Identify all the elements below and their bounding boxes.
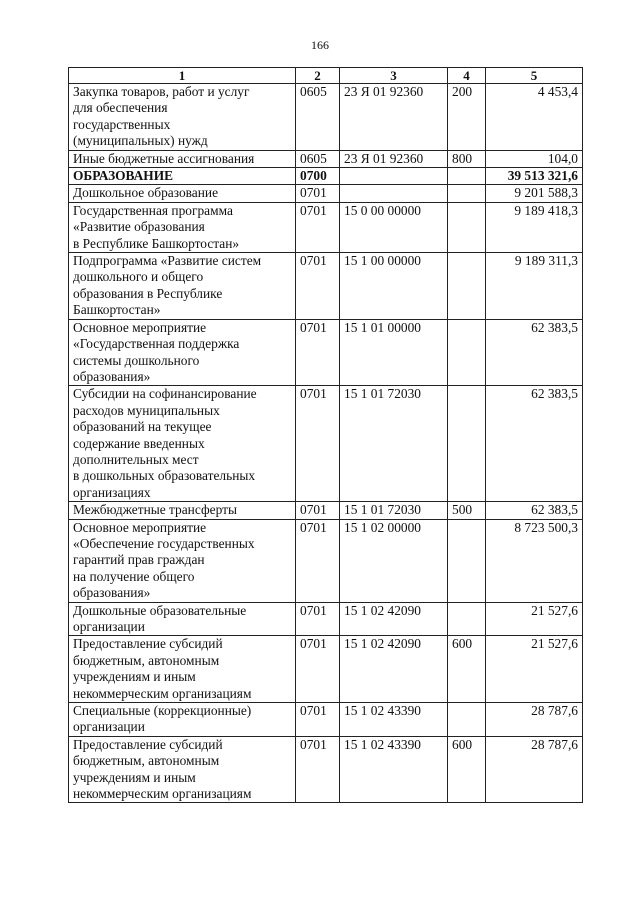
row-name: Основное мероприятие «Обеспечение государственных гарантий прав граждан на получение общего образования» — [69, 519, 296, 602]
row-section-code: 0701 — [296, 636, 340, 703]
row-target-code: 23 Я 01 92360 — [340, 150, 448, 167]
row-name: Закупка товаров, работ и услуг для обеспечения государственных (муниципальных) нужд — [69, 84, 296, 151]
row-section-code: 0701 — [296, 502, 340, 519]
row-amount: 21 527,6 — [486, 602, 583, 636]
row-expense-type — [448, 168, 486, 185]
row-target-code: 15 1 02 43390 — [340, 703, 448, 737]
table-row — [69, 386, 583, 502]
row-expense-type — [448, 703, 486, 737]
page-number: 166 — [311, 38, 329, 52]
table-row — [69, 736, 583, 803]
row-section-code: 0700 — [296, 168, 340, 185]
row-amount: 8 723 500,3 — [486, 519, 583, 602]
table-row — [69, 84, 583, 151]
row-target-code: 15 1 02 42090 — [340, 602, 448, 636]
row-name: Предоставление субсидий бюджетным, автономным учреждениям и иным некоммерческим организациям — [69, 636, 296, 703]
row-section-code: 0605 — [296, 84, 340, 151]
row-target-code: 15 1 01 72030 — [340, 386, 448, 502]
table-body — [69, 84, 583, 803]
row-expense-type: 200 — [448, 84, 486, 151]
table-row — [69, 602, 583, 636]
table-row — [69, 502, 583, 519]
table-row — [69, 253, 583, 320]
row-name: Субсидии на софинансирование расходов муниципальных образований на текущее содержание введенных дополнительных мест в дошкольных образовательных организациях — [69, 386, 296, 502]
row-target-code: 15 1 01 72030 — [340, 502, 448, 519]
row-section-code: 0701 — [296, 736, 340, 803]
row-expense-type — [448, 253, 486, 320]
row-amount: 62 383,5 — [486, 502, 583, 519]
row-name: Дошкольные образовательные организации — [69, 602, 296, 636]
row-name: Основное мероприятие «Государственная поддержка системы дошкольного образования» — [69, 319, 296, 386]
row-name: Дошкольное образование — [69, 185, 296, 202]
row-section-code: 0701 — [296, 519, 340, 602]
row-amount: 28 787,6 — [486, 736, 583, 803]
header-col-5: 5 — [486, 68, 583, 84]
table-row — [69, 319, 583, 386]
row-expense-type: 800 — [448, 150, 486, 167]
row-name: ОБРАЗОВАНИЕ — [69, 168, 296, 185]
row-expense-type — [448, 185, 486, 202]
row-amount: 9 189 418,3 — [486, 202, 583, 252]
row-target-code — [340, 185, 448, 202]
header-col-2: 2 — [296, 68, 340, 84]
row-target-code: 15 1 01 00000 — [340, 319, 448, 386]
row-expense-type — [448, 319, 486, 386]
header-row — [69, 68, 583, 84]
table-row — [69, 168, 583, 185]
row-name: Подпрограмма «Развитие систем дошкольного и общего образования в Республике Башкортостан» — [69, 253, 296, 320]
row-target-code: 23 Я 01 92360 — [340, 84, 448, 151]
table-row — [69, 519, 583, 602]
row-name: Предоставление субсидий бюджетным, автономным учреждениям и иным некоммерческим организациям — [69, 736, 296, 803]
row-amount: 104,0 — [486, 150, 583, 167]
row-amount: 62 383,5 — [486, 386, 583, 502]
row-target-code: 15 0 00 00000 — [340, 202, 448, 252]
row-amount: 9 201 588,3 — [486, 185, 583, 202]
row-section-code: 0701 — [296, 253, 340, 320]
row-target-code: 15 1 00 00000 — [340, 253, 448, 320]
row-section-code: 0701 — [296, 703, 340, 737]
budget-table — [68, 67, 583, 803]
row-target-code — [340, 168, 448, 185]
row-expense-type — [448, 386, 486, 502]
row-expense-type — [448, 519, 486, 602]
row-section-code: 0701 — [296, 319, 340, 386]
row-name: Специальные (коррекционные) организации — [69, 703, 296, 737]
row-amount: 9 189 311,3 — [486, 253, 583, 320]
row-section-code: 0605 — [296, 150, 340, 167]
row-amount: 28 787,6 — [486, 703, 583, 737]
row-section-code: 0701 — [296, 202, 340, 252]
row-target-code: 15 1 02 42090 — [340, 636, 448, 703]
header-col-3: 3 — [340, 68, 448, 84]
row-expense-type: 500 — [448, 502, 486, 519]
row-expense-type: 600 — [448, 636, 486, 703]
table-row — [69, 185, 583, 202]
row-amount: 4 453,4 — [486, 84, 583, 151]
row-target-code: 15 1 02 43390 — [340, 736, 448, 803]
row-name: Иные бюджетные ассигнования — [69, 150, 296, 167]
row-section-code: 0701 — [296, 602, 340, 636]
row-name: Государственная программа «Развитие образования в Республике Башкортостан» — [69, 202, 296, 252]
table-row — [69, 150, 583, 167]
row-expense-type — [448, 602, 486, 636]
table-row — [69, 703, 583, 737]
row-expense-type — [448, 202, 486, 252]
header-col-1: 1 — [69, 68, 296, 84]
row-target-code: 15 1 02 00000 — [340, 519, 448, 602]
row-section-code: 0701 — [296, 386, 340, 502]
row-amount: 62 383,5 — [486, 319, 583, 386]
row-amount: 39 513 321,6 — [486, 168, 583, 185]
table-row — [69, 636, 583, 703]
row-section-code: 0701 — [296, 185, 340, 202]
header-col-4: 4 — [448, 68, 486, 84]
row-expense-type: 600 — [448, 736, 486, 803]
row-name: Межбюджетные трансферты — [69, 502, 296, 519]
row-amount: 21 527,6 — [486, 636, 583, 703]
table-row — [69, 202, 583, 252]
